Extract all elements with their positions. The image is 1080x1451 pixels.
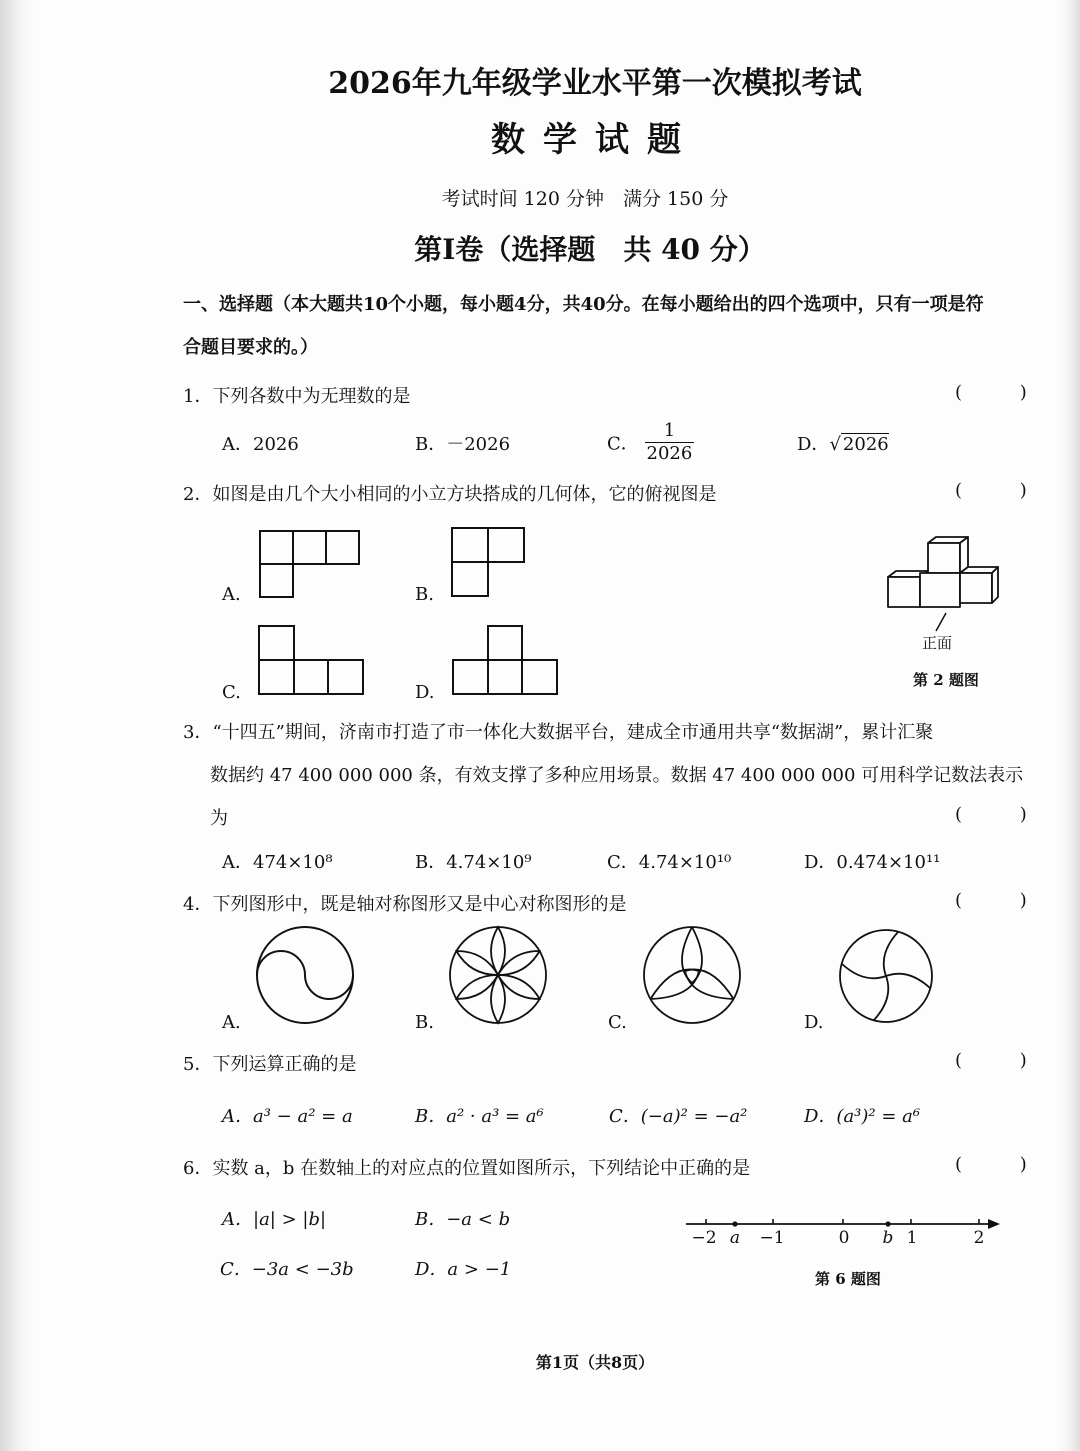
page-number: 第1页（共8页） [535,1353,655,1372]
q6-answer-bracket: ( ) [955,1154,1053,1175]
q1-option-c-label: C． [607,433,639,455]
axis-label-b: b [882,1228,894,1248]
q3-stem-line2: 数据约 47 400 000 000 条，有效支撑了多种应用场景。数据 47 400 000 000 可用科学记数法表示 [210,765,1024,786]
sqrt-icon: √ [829,434,841,455]
exam-info: 考试时间 120 分钟 满分 150 分 [441,188,729,210]
subject-title: 数学试题 [491,120,699,160]
axis-label-1: 1 [906,1228,918,1248]
q3-answer-bracket: ( ) [955,804,1053,825]
q3-option-d: D．0.474×10¹¹ [804,852,941,873]
q4-stem: 4．下列图形中，既是轴对称图形又是中心对称图形的是 [183,894,627,915]
q2-stem: 2．如图是由几个大小相同的小立方块搭成的几何体，它的俯视图是 [183,484,717,505]
q6-option-d: D．a > −1 [415,1259,512,1280]
q6-option-b: B．−a < b [415,1209,511,1230]
point-a [732,1221,737,1226]
q6-option-a: A．|a| > |b| [222,1209,327,1230]
axis-label-0: 0 [838,1228,850,1248]
exam-title: 2026年九年级学业水平第一次模拟考试 [328,66,862,101]
q2-option-a: A. [222,584,241,605]
q3-option-a: A．474×10⁸ [222,852,333,873]
q2-option-a-grid [259,530,361,598]
q2-answer-bracket: ( ) [955,480,1053,501]
section-instructions-line2: 合题目要求的。） [183,337,318,358]
q1-fraction [645,420,695,465]
axis-label-a: a [729,1228,741,1248]
q4-option-b: B. [415,1012,434,1033]
q4-option-c: C. [608,1012,627,1033]
axis-label-neg2: −2 [691,1228,717,1248]
page-shadow-right [1058,0,1080,1451]
q4-option-b-flower [448,925,548,1025]
q5-option-b: B．a² · a³ = a⁶ [415,1106,544,1127]
q5-option-a: A．a³ − a² = a [222,1106,353,1127]
q3-option-c: C．4.74×10¹⁰ [607,852,732,873]
part-title: 第Ⅰ卷（选择题 共 40 分） [414,233,766,266]
q2-option-d: D. [415,682,435,703]
q5-option-c: C．(−a)² = −a² [609,1106,748,1127]
q5-stem: 5．下列运算正确的是 [183,1054,357,1075]
q2-front-label: 正面 [922,634,953,652]
q6-stem: 6．实数 a，b 在数轴上的对应点的位置如图所示，下列结论中正确的是 [183,1158,751,1179]
q4-option-d: D. [804,1012,824,1033]
q6-figure-caption: 第 6 题图 [815,1270,881,1288]
q6-option-c: C．−3a < −3b [220,1259,354,1280]
q5-answer-bracket: ( ) [955,1050,1053,1071]
q1-option-d [797,430,889,456]
q1-option-a: A．2026 [222,434,299,455]
q2-option-d-grid [452,625,558,695]
axis-label-2: 2 [973,1228,985,1248]
q1-sqrt-radicand: 2026 [842,434,889,455]
q2-option-b: B. [415,584,434,605]
section-instructions-line1: 一、选择题（本大题共10个小题，每小题4分，共40分。在每小题给出的四个选项中，只有一项是符 [183,294,984,315]
q3-stem-line1: 3．“十四五”期间，济南市打造了市一体化大数据平台，建成全市通用共享“数据湖”，累计汇聚 [183,722,934,743]
q4-option-c-trefoil [642,925,742,1025]
q4-option-a: A. [222,1012,241,1033]
arrow-right-icon [988,1219,1000,1229]
q1-option-c [607,420,694,465]
q3-option-b: B．4.74×10⁹ [415,852,532,873]
q2-option-b-grid [451,527,525,597]
q1-option-b: B．－2026 [415,434,511,455]
page-shadow-left [0,0,34,1451]
q2-option-c-grid [258,625,364,695]
q2-option-c: C. [222,682,241,703]
q4-answer-bracket: ( ) [955,890,1053,911]
q1-stem: 1．下列各数中为无理数的是 [183,386,411,407]
q1-option-d-label: D． [797,434,830,455]
axis-label-neg1: −1 [759,1228,785,1248]
q6-number-line [684,1212,1004,1252]
q2-3d-figure [886,535,1000,635]
q1-fraction-denominator: 2026 [646,443,693,464]
q4-option-a-taiji [255,925,355,1025]
q1-answer-bracket: ( ) [955,382,1053,403]
q2-figure-caption: 第 2 题图 [913,671,979,689]
q3-stem-line3: 为 [210,808,228,829]
q4-option-d-pinwheel [838,928,934,1024]
q5-option-d: D．(a³)² = a⁶ [804,1106,921,1127]
point-b [885,1221,890,1226]
q1-fraction-numerator: 1 [645,420,695,443]
